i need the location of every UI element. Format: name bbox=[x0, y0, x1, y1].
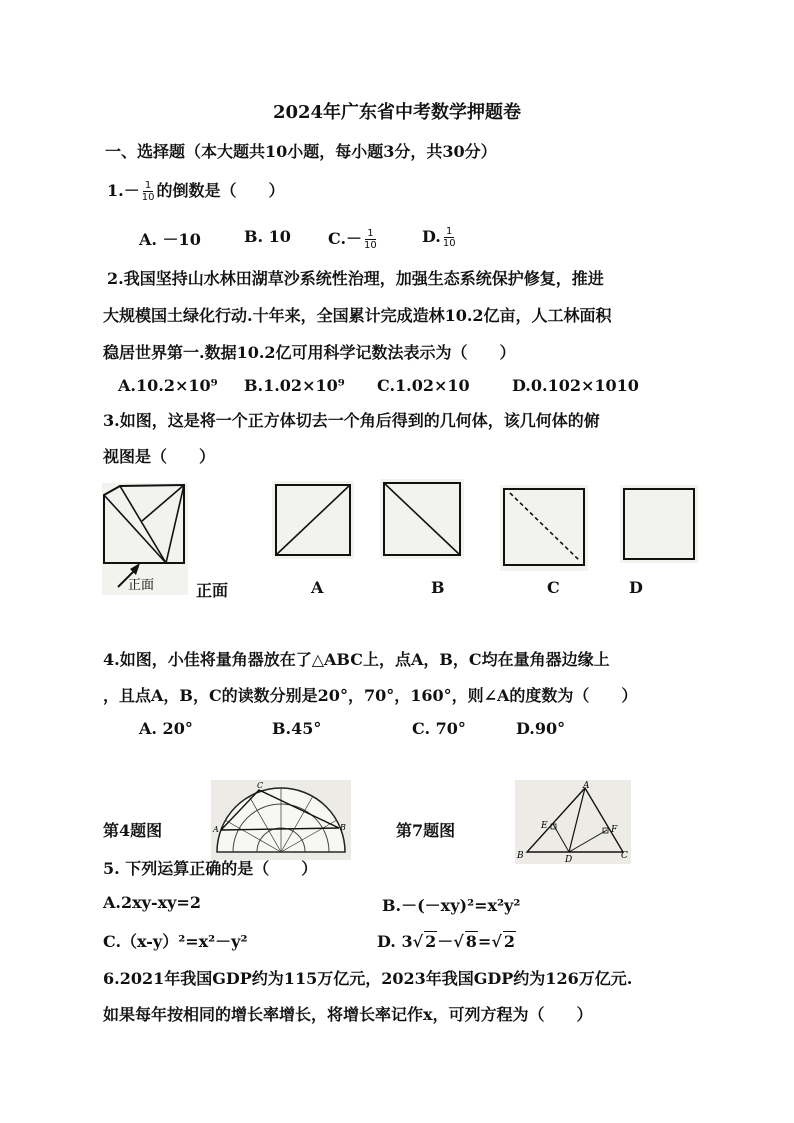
q1-prefix: 1.－ bbox=[107, 181, 140, 200]
fraction: $\frac{1}{10}$ bbox=[364, 228, 377, 251]
fig7-point-e: E bbox=[541, 821, 548, 831]
q2-option-c: C.1.02×10 bbox=[377, 376, 470, 395]
protractor-figure bbox=[211, 780, 351, 860]
q4-option-c: C. 70° bbox=[412, 719, 466, 738]
q4-option-a: A. 20° bbox=[139, 719, 193, 738]
option-a-figure bbox=[272, 481, 354, 559]
q5-option-a: A.2xy-xy=2 bbox=[103, 893, 201, 912]
q6-line-2: 如果每年按相同的增长率增长，将增长率记作x，可列方程为（ ） bbox=[103, 1005, 593, 1024]
q2-option-a: A.10.2×10⁹ bbox=[118, 376, 218, 395]
q6-line-1: 6.2021年我国GDP约为115万亿元，2023年我国GDP约为126万亿元. bbox=[103, 969, 633, 988]
q3-line-1: 3.如图，这是将一个正方体切去一个角后得到的几何体，该几何体的俯 bbox=[103, 411, 600, 430]
q3-line-2: 视图是（ ） bbox=[103, 447, 216, 466]
option-c-figure bbox=[500, 485, 588, 571]
fraction: $\frac{1}{10}$ bbox=[141, 180, 155, 203]
fig4-point-a: A bbox=[213, 825, 219, 834]
q3-label-a: A bbox=[311, 578, 324, 597]
q5-option-c: C.（x-y）²=x²－y² bbox=[103, 932, 248, 951]
fraction: $\frac{1}{10}$ bbox=[442, 226, 456, 249]
q5-option-b: B.－(－xy)²=x²y² bbox=[382, 896, 521, 915]
q5-stem: 5. 下列运算正确的是（ ） bbox=[103, 859, 318, 878]
q4-option-b: B.45° bbox=[272, 719, 322, 738]
q1-option-a: A. －10 bbox=[139, 230, 201, 249]
triangle-figure bbox=[515, 780, 631, 864]
q2-option-b: B.1.02×10⁹ bbox=[244, 376, 345, 395]
q1-option-d: D. $\frac{1}{10}$ bbox=[422, 226, 456, 249]
figure-4-label: 第4题图 bbox=[103, 821, 163, 840]
q1-suffix: 的倒数是（ ） bbox=[156, 181, 285, 200]
q2-line-3: 稳居世界第一.数据10.2亿可用科学记数法表示为（ ） bbox=[103, 343, 516, 362]
q3-label-b: B bbox=[431, 578, 445, 597]
fig7-point-d: D bbox=[565, 855, 573, 864]
fig7-point-a: A bbox=[583, 781, 590, 791]
option-b-figure bbox=[380, 479, 464, 559]
q1-option-b: B. 10 bbox=[244, 227, 291, 246]
front-arrow-label: 正面 bbox=[128, 578, 155, 593]
question-1 bbox=[107, 178, 284, 203]
fig4-point-c: C bbox=[257, 781, 264, 790]
figure-7-label: 第7题图 bbox=[396, 821, 456, 840]
option-d-figure bbox=[620, 485, 698, 563]
section-heading: 一、选择题（本大题共10小题，每小题3分，共30分） bbox=[105, 142, 497, 161]
q4-option-d: D.90° bbox=[516, 719, 566, 738]
q4-line-1: 4.如图，小佳将量角器放在了△ABC上，点A，B，C均在量角器边缘上 bbox=[103, 650, 610, 669]
fig7-point-b: B bbox=[517, 851, 524, 861]
page-title: 2024年广东省中考数学押题卷 bbox=[272, 102, 522, 123]
q1-option-c: C.－ $\frac{1}{10}$ bbox=[328, 228, 377, 251]
fig7-point-c: C bbox=[621, 851, 628, 861]
q3-label-c: C bbox=[547, 578, 560, 597]
q2-option-d: D.0.102×1010 bbox=[512, 376, 639, 395]
cube-front-figure bbox=[102, 483, 188, 595]
fig7-point-f: F bbox=[611, 825, 618, 835]
q5-option-d: D. 3√ 2－√ 8=√ 2 bbox=[377, 932, 515, 951]
front-label: 正面 bbox=[196, 581, 229, 600]
fig4-point-b: B bbox=[340, 823, 346, 832]
q2-line-2: 大规模国土绿化行动.十年来，全国累计完成造林10.2亿亩，人工林面积 bbox=[103, 306, 612, 325]
q4-line-2: ，且点A，B，C的读数分别是20°，70°，160°，则∠A的度数为（ ） bbox=[103, 686, 638, 705]
q3-label-d: D bbox=[629, 578, 643, 597]
q2-line-1: 2.我国坚持山水林田湖草沙系统性治理，加强生态系统保护修复，推进 bbox=[107, 269, 604, 288]
